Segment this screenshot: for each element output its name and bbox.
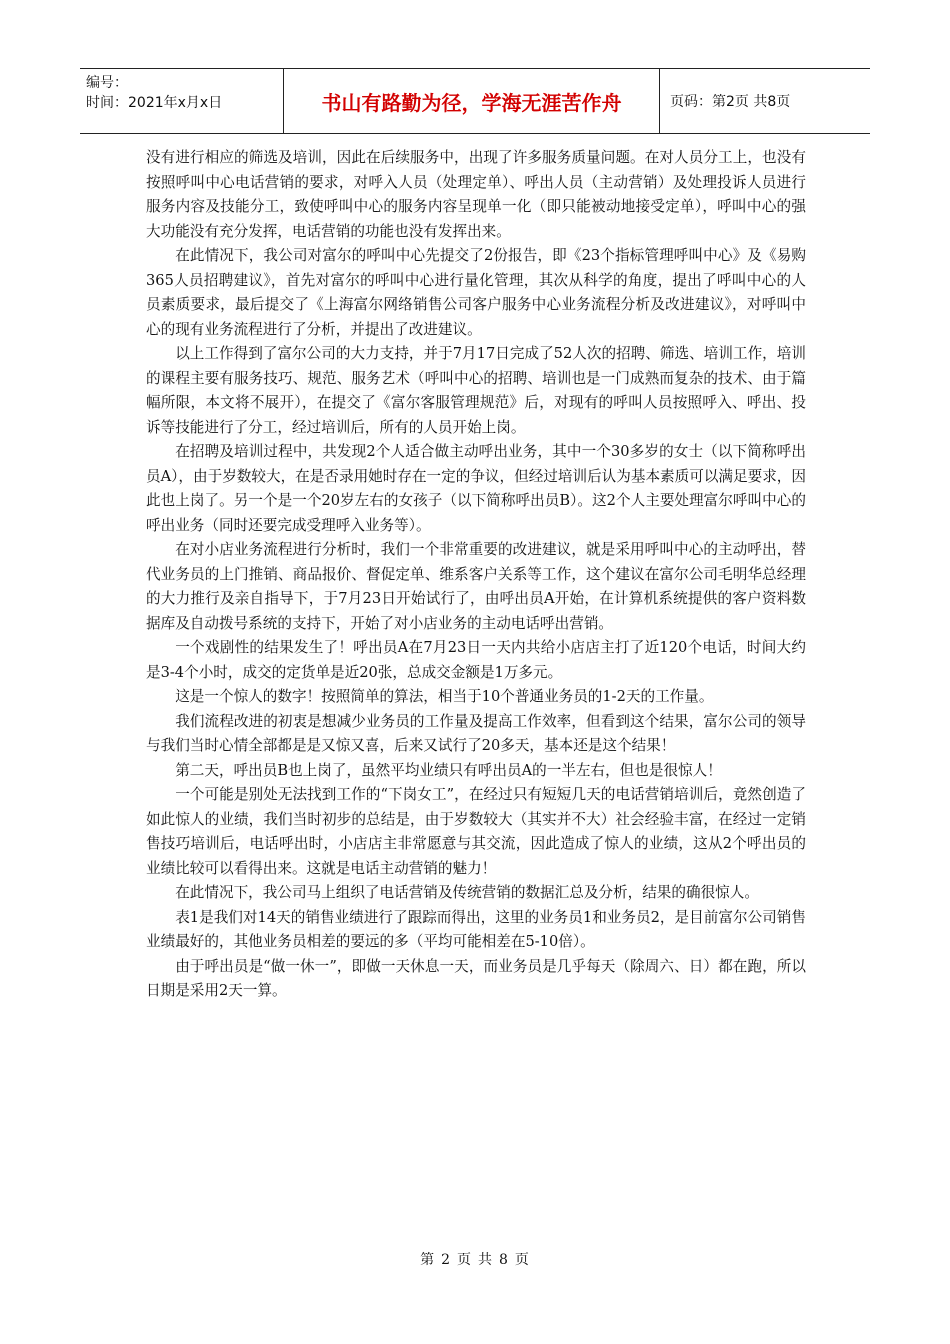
header-page-info: 页码：第2页 共8页 bbox=[670, 94, 791, 110]
paragraph: 在招聘及培训过程中，共发现2个人适合做主动呼出业务，其中一个30多岁的女士（以下简称呼出员A），由于岁数较大，在是否录用她时存在一定的争议，但经过培训后认为基本素质可以满足要求，因此也上岗了。另一个是一个20岁左右的女孩子（以下简称呼出员B）。这2个人主要处理富尔呼叫中心的呼出业务（同时还要完成受理呼入业务等）。 bbox=[146, 443, 806, 534]
footer-ye2: 页 bbox=[514, 1252, 530, 1268]
paragraph: 在对小店业务流程进行分析时，我们一个非常重要的改进建议，就是采用呼叫中心的主动呼出，替代业务员的上门推销、商品报价、督促定单、维系客户关系等工作，这个建议在富尔公司毛明华总经理的大力推行及亲自指导下，于7月23日开始试行了，由呼出员A开始，在计算机系统提供的客户资料数据库及自动拨号系统的支持下，开始了对小店业务的主动电话呼出营销。 bbox=[146, 541, 806, 632]
paragraph: 在此情况下，我公司马上组织了电话营销及传统营销的数据汇总及分析，结果的确很惊人。 bbox=[175, 884, 759, 901]
footer-di: 第 bbox=[420, 1252, 436, 1268]
paragraph: 表1是我们对14天的销售业绩进行了跟踪而得出，这里的业务员1和业务员2，是目前富尔公司销售业绩最好的，其他业务员相差的要远的多（平均可能相差在5-10倍）。 bbox=[146, 908, 806, 950]
footer-page-number: 2 bbox=[441, 1252, 451, 1268]
header-meta bbox=[80, 69, 284, 133]
footer-ye: 页 bbox=[457, 1252, 472, 1268]
footer-total-pages: 8 bbox=[499, 1252, 509, 1268]
page-footer bbox=[0, 1249, 950, 1269]
document-number-label: 编号： bbox=[86, 75, 128, 91]
paragraph: 在此情况下，我公司对富尔的呼叫中心先提交了2份报告，即《23个指标管理呼叫中心》及《易购365人员招聘建议》，首先对富尔的呼叫中心进行量化管理，其次从科学的角度，提出了呼叫中心的人员素质要求，最后提交了《上海富尔网络销售公司客户服务中心业务流程分析及改进建议》，对呼叫中心的现有业务流程进行了分析，并提出了改进建议。 bbox=[146, 247, 806, 338]
paragraph: 一个戏剧性的结果发生了！呼出员A在7月23日一天内共给小店店主打了近120个电话，时间大约是3-4个小时，成交的定货单是近20张，总成交金额是1万多元。 bbox=[146, 639, 806, 681]
paragraph: 一个可能是别处无法找到工作的“下岗女工”，在经过只有短短几天的电话营销培训后，竟然创造了如此惊人的业绩，我们当时初步的总结是，由于岁数较大（其实并不大）社会经验丰富，在经过一定销售技巧培训后，电话呼出时，小店店主非常愿意与其交流，因此造成了惊人的业绩，这从2个呼出员的业绩比较可以看得出来。这就是电话主动营销的魅力！ bbox=[146, 786, 806, 877]
paragraph: 第二天，呼出员B也上岗了，虽然平均业绩只有呼出员A的一半左右，但也是很惊人！ bbox=[175, 761, 722, 779]
paragraph: 我们流程改进的初衷是想减少业务员的工作量及提高工作效率，但看到这个结果，富尔公司的领导与我们当时心情全部都是是又惊又喜，后来又试行了20多天，基本还是这个结果！ bbox=[146, 712, 806, 754]
paragraph: 这是一个惊人的数字！按照简单的算法，相当于10个普通业务员的1-2天的工作量。 bbox=[175, 688, 714, 705]
paragraph: 没有进行相应的筛选及培训，因此在后续服务中，出现了许多服务质量问题。在对人员分工上，也没有按照呼叫中心电话营销的要求，对呼入人员（处理定单）、呼出人员（主动营销）及处理投诉人员进行服务内容及技能分工，致使呼叫中心的服务内容呈现单一化（即只能被动地接受定单），呼叫中心的强大功能没有充分发挥，电话营销的功能也没有发挥出来。 bbox=[146, 149, 806, 240]
page-header bbox=[80, 68, 870, 134]
document-body bbox=[146, 146, 806, 1004]
paragraph: 由于呼出员是“做一休一”，即做一天休息一天，而业务员是几乎每天（除周六、日）都在跑，所以日期是采用2天一算。 bbox=[146, 957, 806, 999]
footer-gong: 共 bbox=[478, 1252, 493, 1268]
header-motto: 书山有路勤为径，学海无涯苦作舟 bbox=[284, 69, 660, 133]
document-date: 时间：2021年x月x日 bbox=[86, 95, 223, 111]
paragraph: 以上工作得到了富尔公司的大力支持，并于7月17日完成了52人次的招聘、筛选、培训工作，培训的课程主要有服务技巧、规范、服务艺术（呼叫中心的招聘、培训也是一门成熟而复杂的技术、由于篇幅所限，本文将不展开），在提交了《富尔客服管理规范》后，对现有的呼叫人员按照呼入、呼出、投诉等技能进行了分工，经过培训后，所有的人员开始上岗。 bbox=[146, 345, 806, 436]
